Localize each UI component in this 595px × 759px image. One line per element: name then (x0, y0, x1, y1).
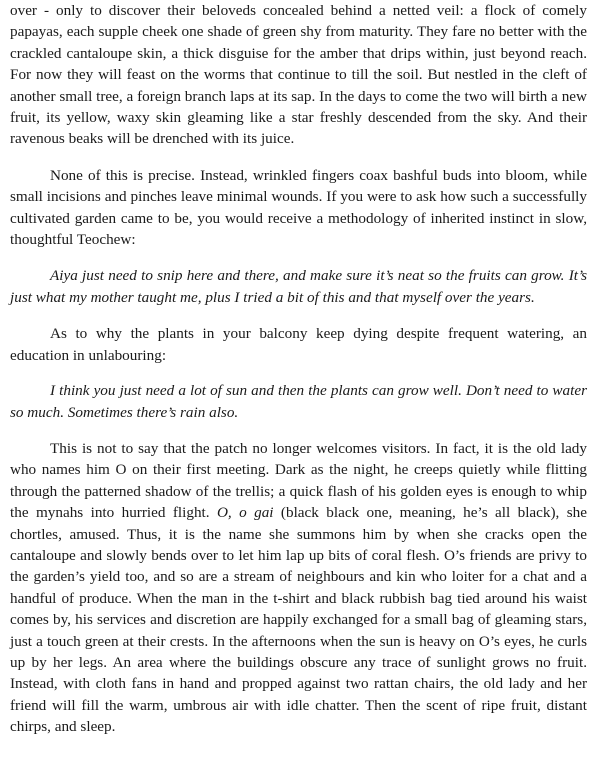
paragraph-gap (10, 250, 587, 265)
paragraph-gap (10, 150, 587, 165)
paragraph-balcony: As to why the plants in your balcony keep dying despite frequent watering, an education in unlabouring: (10, 325, 587, 364)
paragraph-visitors-text-a: This is not to say that the patch no longer welcomes visitors. In fact, it is the old lady who names him O on their first meeting. Dark as the night, he creeps quietly while flitting through the patterned shadow of the trellis; a quick flash of his golden eyes is enough to whip the mynahs into hurried flight. (10, 439, 587, 522)
paragraph-gap (10, 423, 587, 438)
quote-sun: I think you just need a lot of sun and then the plants can grow well. Don’t need to water so much. Sometimes there’s rain also. (10, 382, 587, 421)
paragraph-gap (10, 366, 587, 380)
paragraph-not-precise: None of this is precise. Instead, wrinkled fingers coax bashful buds into bloom, while small incisions and pinches leave minimal wounds. If you were to ask how such a successfully cultivated garden came to be, you would receive a methodology of inherited instinct in slow, thoughtful Teochew: (10, 166, 587, 249)
paragraph-visitors (10, 438, 587, 738)
document-page (10, 0, 587, 738)
paragraph-continuation: over - only to discover their beloveds concealed behind a netted veil: a flock of comely papayas, each supple cheek one shade of green shy from maturity. They fare no better with the crackled cantaloupe skin, a thick disguise for the amber that drips within, just beyond reach. For now they will feast on the worms that continue to till the soil. But nestled in the cleft of another small tree, a foreign branch laps at its sap. In the days to come the two will birth a new fruit, its yellow, waxy skin gleaming like a star freshly descended from the sky. And their ravenous beaks will be drenched with its juice. (10, 2, 587, 148)
paragraph-visitors-italic: O, o gai (216, 504, 274, 522)
quote-aiya: Aiya just need to snip here and there, and make sure it’s neat so the fruits can grow. It’s just what my mother taught me, plus I tried a bit of this and that myself over the years. (10, 267, 587, 306)
paragraph-gap (10, 308, 587, 323)
paragraph-visitors-text-b: (black black one, meaning, he’s all black), she chortles, amused. Thus, it is the name she summons him by when she cracks open the cantaloupe and slowly bends over to let him lap up bits of coral flesh. O’s friends are privy to the garden’s yield too, and so are a stream of neighbours and kin who loiter for a chat and a handful of produce. When the man in the t-shirt and black rubbish bag tied around his waist comes by, his services and discretion are happily exchanged for a small bag of gleaming stars, just a touch green at their crests. In the afternoons when the sun is heavy on O’s eyes, he curls up by her legs. An area where the buildings obscure any trace of sunlight grows no fruit. Instead, with cloth fans in hand and propped against two rattan chairs, the old lady and her friend will fill the warm, umbrous air with idle chatter. Then the scent of ripe fruit, distant chirps, and sleep. (10, 504, 587, 736)
